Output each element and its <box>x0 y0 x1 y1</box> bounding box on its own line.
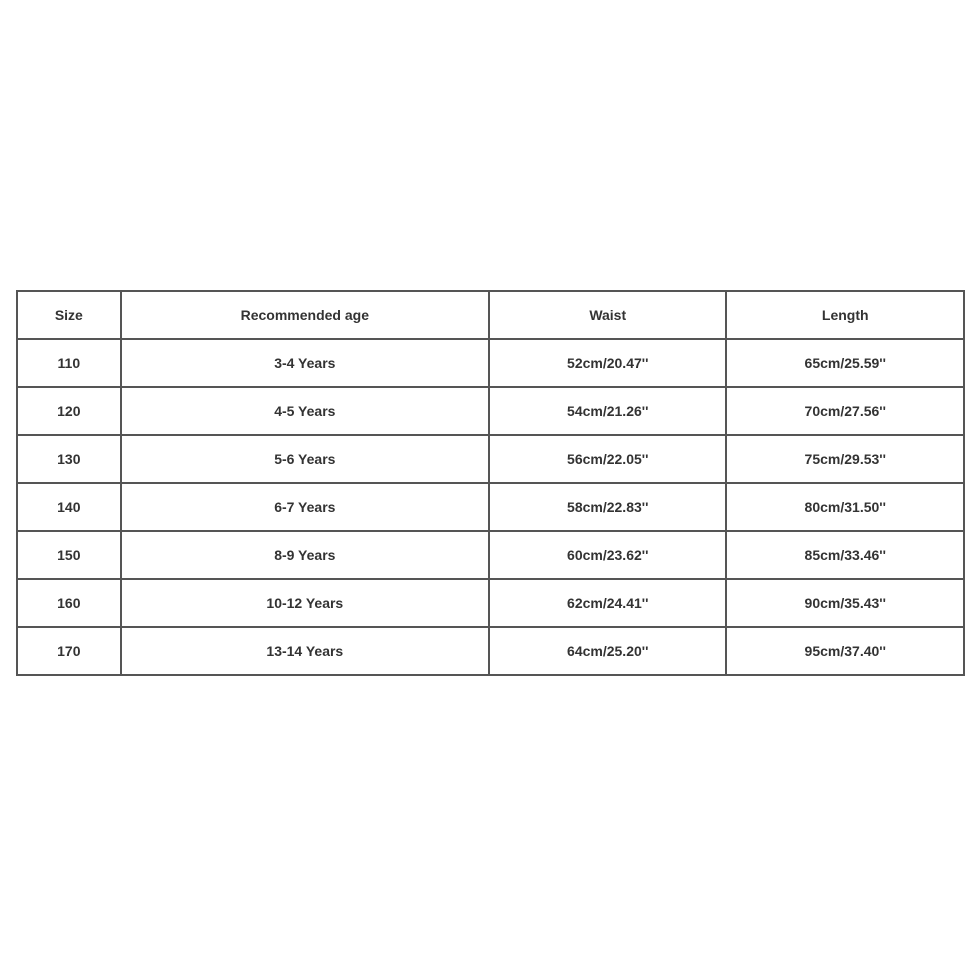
header-row <box>17 291 964 339</box>
header-length: Length <box>726 291 964 339</box>
table-row <box>17 531 964 579</box>
cell-length: 65cm/25.59'' <box>726 339 964 387</box>
cell-age: 6-7 Years <box>121 483 489 531</box>
table-row <box>17 387 964 435</box>
cell-length: 85cm/33.46'' <box>726 531 964 579</box>
cell-age: 4-5 Years <box>121 387 489 435</box>
cell-waist: 64cm/25.20'' <box>489 627 727 675</box>
cell-length: 70cm/27.56'' <box>726 387 964 435</box>
cell-age: 13-14 Years <box>121 627 489 675</box>
cell-size: 120 <box>17 387 121 435</box>
cell-length: 80cm/31.50'' <box>726 483 964 531</box>
table-row <box>17 627 964 675</box>
cell-age: 5-6 Years <box>121 435 489 483</box>
cell-size: 160 <box>17 579 121 627</box>
header-recommended-age: Recommended age <box>121 291 489 339</box>
cell-length: 75cm/29.53'' <box>726 435 964 483</box>
table-header <box>17 291 964 339</box>
cell-size: 170 <box>17 627 121 675</box>
cell-age: 3-4 Years <box>121 339 489 387</box>
table-row <box>17 435 964 483</box>
cell-waist: 52cm/20.47'' <box>489 339 727 387</box>
cell-waist: 54cm/21.26'' <box>489 387 727 435</box>
cell-waist: 62cm/24.41'' <box>489 579 727 627</box>
header-waist: Waist <box>489 291 727 339</box>
cell-waist: 58cm/22.83'' <box>489 483 727 531</box>
table-row <box>17 579 964 627</box>
cell-age: 8-9 Years <box>121 531 489 579</box>
cell-size: 140 <box>17 483 121 531</box>
cell-size: 110 <box>17 339 121 387</box>
table-row <box>17 483 964 531</box>
table-row <box>17 339 964 387</box>
cell-waist: 56cm/22.05'' <box>489 435 727 483</box>
cell-age: 10-12 Years <box>121 579 489 627</box>
cell-length: 95cm/37.40'' <box>726 627 964 675</box>
cell-size: 150 <box>17 531 121 579</box>
cell-size: 130 <box>17 435 121 483</box>
size-chart-table <box>16 290 965 676</box>
table-body <box>17 339 964 675</box>
cell-length: 90cm/35.43'' <box>726 579 964 627</box>
cell-waist: 60cm/23.62'' <box>489 531 727 579</box>
header-size: Size <box>17 291 121 339</box>
